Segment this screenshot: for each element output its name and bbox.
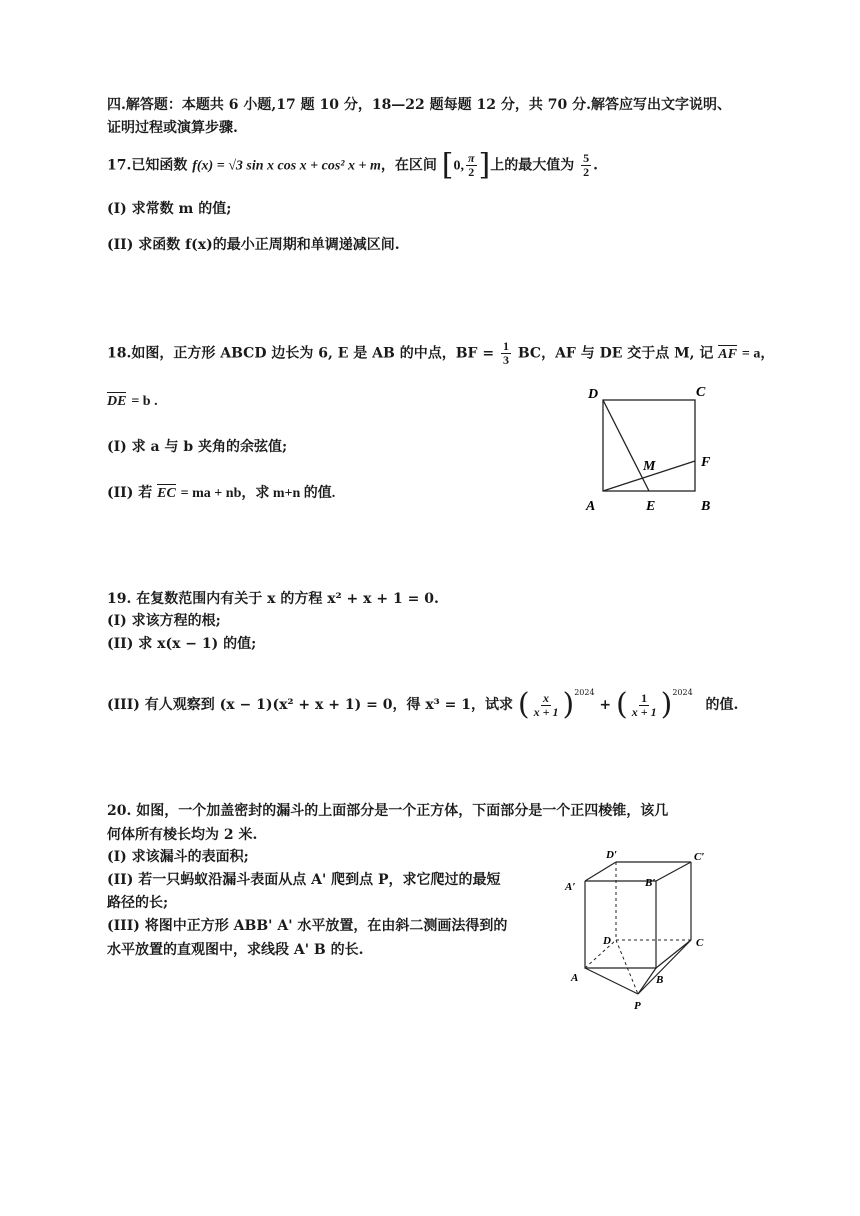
label-dprime: D′ xyxy=(606,849,618,861)
label-m: M xyxy=(643,459,656,474)
q18-vec-ec: EC xyxy=(157,483,176,505)
q17-interval-frac xyxy=(466,152,477,179)
q19-part3-a: (III) 有人观察到 (x − 1)(x² + x + 1) = 0，得 x³ = 1，试求 xyxy=(107,697,514,713)
q19-paren-open-2: ( xyxy=(616,687,628,722)
label-e: E xyxy=(646,499,656,514)
q18-frac xyxy=(501,340,511,367)
q18-part2-a: (II) 若 xyxy=(107,485,153,501)
label-d: D xyxy=(588,387,599,402)
q20-stem-line1: 20. 如图，一个加盖密封的漏斗的上面部分是一个正方体，下面部分是一个正四棱锥，该几 xyxy=(107,803,669,819)
q18-stem-b: BC，AF 与 DE 交于点 M, 记 xyxy=(517,345,714,362)
q19-frac1-den: x + 1 xyxy=(533,704,559,719)
q20-part2-line2: 路径的长; xyxy=(107,895,169,911)
q18-vec-af: AF xyxy=(718,344,737,366)
edge-b-p xyxy=(638,968,656,994)
q19-part1: (I) 求该方程的根; xyxy=(107,613,221,629)
section-header-line2: 证明过程或演算步骤. xyxy=(107,120,238,136)
label-aprime: A′ xyxy=(565,881,576,893)
q18-vec-de: DE xyxy=(107,391,126,413)
edge-ap-dp xyxy=(585,862,616,881)
edge-d-p-hidden xyxy=(616,940,638,994)
cube-front-face xyxy=(585,881,656,968)
q19-part3-b: 的值. xyxy=(705,697,739,713)
q20-part3-line2: 水平放置的直观图中，求线段 A' B 的长. xyxy=(107,942,364,958)
q18-stem-a: 18.如图，正方形 ABCD 边长为 6, E 是 AB 的中点，BF = xyxy=(107,345,495,362)
q18-part2-b: = ma + nb，求 m+n 的值. xyxy=(180,486,336,501)
q18-stem-line1 xyxy=(107,340,774,367)
q17-max-num: 5 xyxy=(583,151,590,165)
q18-eq-a: = a， xyxy=(741,346,775,362)
q19-paren-close-1: ) xyxy=(562,687,575,722)
label-d: D xyxy=(603,935,611,947)
edge-bp-cp xyxy=(656,862,691,881)
label-p: P xyxy=(634,1000,641,1012)
q19-frac1-num: x xyxy=(543,690,550,705)
section-header-line1: 四.解答题：本题共 6 小题,17 题 10 分，18—22 题每题 12 分，共 70 分.解答应写出文字说明、 xyxy=(107,97,731,113)
q17-right-bracket: ] xyxy=(478,147,491,183)
square-abcd xyxy=(603,400,695,491)
q19-exp-2: 2024 xyxy=(672,688,693,697)
q19-frac2-num: 1 xyxy=(641,690,648,705)
label-a: A xyxy=(571,972,579,984)
q19-plus: + xyxy=(599,697,612,713)
q20-stem-line2: 何体所有棱长均为 2 米. xyxy=(107,827,258,843)
q20-funnel-figure xyxy=(560,846,720,1016)
q17-prefix: 17.已知函数 xyxy=(107,157,188,174)
edge-c-p xyxy=(638,940,691,994)
label-cprime: C′ xyxy=(694,851,705,863)
q19-frac2-den: x + 1 xyxy=(631,704,657,719)
q18-frac-num: 1 xyxy=(502,339,509,353)
label-c: C xyxy=(696,385,706,400)
label-b: B xyxy=(656,974,664,986)
q17-interval-two: 2 xyxy=(468,165,475,179)
q19-stem: 19. 在复数范围内有关于 x 的方程 x² + x + 1 = 0. xyxy=(107,591,439,607)
q17-suffix: 上的最大值为 xyxy=(490,157,575,174)
segment-de xyxy=(603,400,649,491)
q17-left-bracket: [ xyxy=(441,147,454,183)
q20-part1: (I) 求该漏斗的表面积; xyxy=(107,849,249,865)
q17-max-frac xyxy=(581,152,591,179)
q17-period: . xyxy=(593,157,598,174)
q17-part1: (I) 求常数 m 的值; xyxy=(107,201,232,217)
q19-frac1 xyxy=(532,692,561,719)
q18-eq-b: = b . xyxy=(131,394,158,409)
q19-paren-open-1: ( xyxy=(517,687,530,722)
q19-part2: (II) 求 x(x − 1) 的值; xyxy=(107,636,257,652)
label-b: B xyxy=(701,499,711,514)
q18-part1: (I) 求 a 与 b 夹角的余弦值; xyxy=(107,439,288,455)
label-f: F xyxy=(701,455,711,470)
edge-b-c xyxy=(656,940,691,968)
q17-stem xyxy=(107,147,598,183)
q17-mid: ，在区间 xyxy=(380,157,437,174)
q17-interval-left: 0, xyxy=(453,158,464,174)
label-a: A xyxy=(586,499,596,514)
q19-exp-1: 2024 xyxy=(574,688,595,697)
q19-part3 xyxy=(107,682,739,722)
q18-frac-den: 3 xyxy=(502,353,509,367)
q18-part2 xyxy=(107,482,335,505)
edge-a-p xyxy=(585,968,638,994)
q20-part3-line1: (III) 将图中正方形 ABB' A' 水平放置，在由斜二测画法得到的 xyxy=(107,918,508,934)
q19-frac2 xyxy=(630,692,659,719)
q20-part2-line1: (II) 若一只蚂蚁沿漏斗表面从点 A' 爬到点 P，求它爬过的最短 xyxy=(107,872,501,888)
label-c: C xyxy=(696,937,704,949)
q17-part2: (II) 求函数 f(x)的最小正周期和单调递减区间. xyxy=(107,237,400,253)
q17-interval-pi: π xyxy=(467,151,475,165)
q17-max-den: 2 xyxy=(583,165,590,179)
q17-function: f(x) = √3 sin x cos x + cos² x + m xyxy=(192,158,381,174)
q18-square-figure xyxy=(580,380,720,515)
q19-paren-close-2: ) xyxy=(660,687,673,722)
q18-stem-line2 xyxy=(107,390,158,413)
label-bprime: B′ xyxy=(645,877,656,889)
edge-a-d-hidden xyxy=(585,940,616,968)
